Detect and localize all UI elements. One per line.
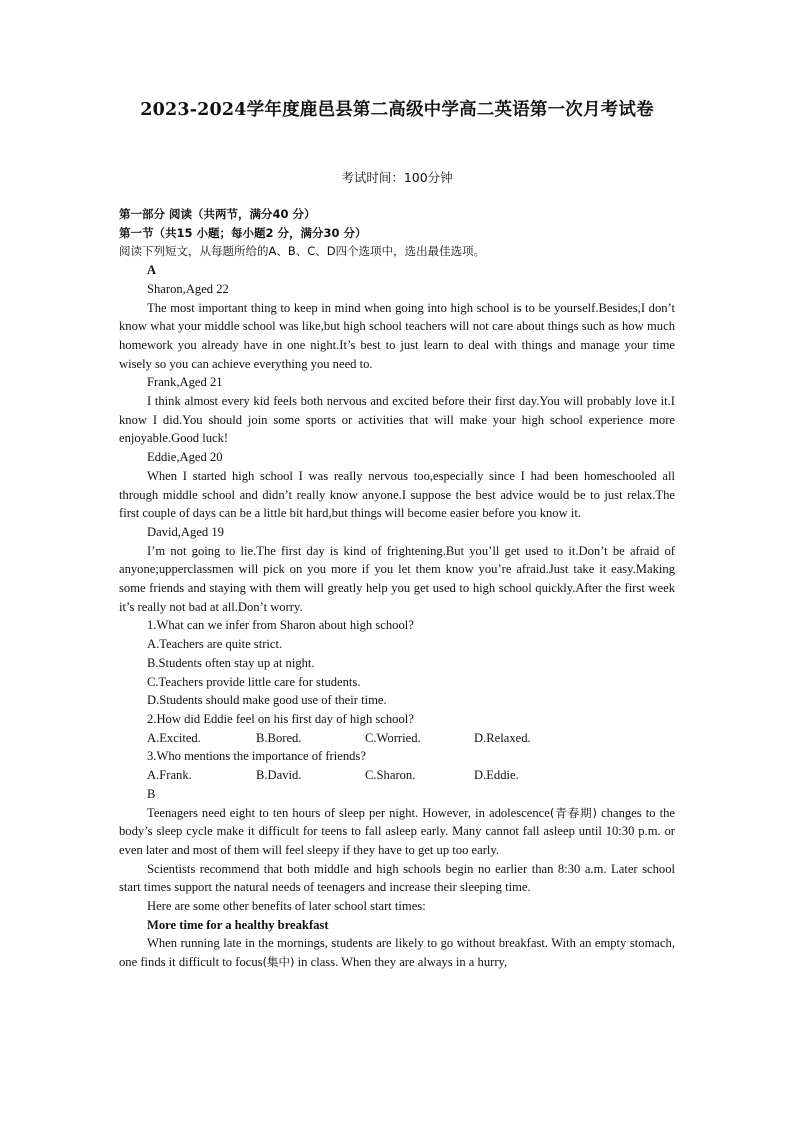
passage-a-label: A <box>147 263 157 278</box>
chinese-gloss: (青春期) <box>549 805 598 820</box>
question-1-stem: 1.What can we infer from Sharon about high school? <box>147 618 414 633</box>
q2-option-b: B.Bored. <box>256 730 302 745</box>
q1-option-c: C.Teachers provide little care for students. <box>147 674 361 689</box>
speaker-name: Sharon,Aged 22 <box>147 281 229 296</box>
text-run: changes to the body’s sleep cycle make it difficult for teens to fall asleep early. Many cannot fall asleep until 10:30 p.m. or even later and most of them will feel sleepy if they have to get up too early. <box>119 805 675 857</box>
q2-options <box>119 729 675 748</box>
passage-b-paragraph-3: Here are some other benefits of later school start times: <box>147 899 426 914</box>
instructions: 阅读下列短文，从每题所给的A、B、C、D四个选项中，选出最佳选项。 <box>119 244 486 259</box>
q3-option-a: A.Frank. <box>147 768 192 783</box>
question-3-stem: 3.Who mentions the importance of friends? <box>147 749 366 764</box>
speaker-text: The most important thing to keep in mind when going into high school is to be yourself.Besides,I don’t know what your middle school was like,but high school teachers will not care about things such as how much homework you already have in one night.It’s best to just learn to deal with things and manage your time wisely so you can achieve everything you need to. <box>119 300 675 371</box>
q2-option-d: D.Relaxed. <box>474 730 531 745</box>
exam-body <box>119 205 675 972</box>
text-run: When running late in the mornings, students are likely to go without breakfast. With an empty stomach, one finds it difficult to focus <box>119 936 675 970</box>
q1-option-a: A.Teachers are quite strict. <box>147 637 283 652</box>
passage-b-paragraph-2: Scientists recommend that both middle and high schools begin no earlier than 8:30 a.m. Later school start times support the natural needs of teenagers and increase their sleeping time. <box>119 861 675 895</box>
q3-option-b: B.David. <box>256 768 302 783</box>
q3-options <box>119 766 675 785</box>
q1-option-d: D.Students should make good use of their time. <box>147 693 387 708</box>
speaker-name: Eddie,Aged 20 <box>147 450 223 465</box>
passage-b-paragraph-1 <box>119 804 675 860</box>
passage-b-label: B <box>147 786 156 801</box>
q2-option-c: C.Worried. <box>365 730 421 745</box>
chinese-gloss: (集中) <box>262 955 295 970</box>
q2-option-a: A.Excited. <box>147 730 201 745</box>
exam-time: 考试时间：100分钟 <box>341 170 453 185</box>
passage-b-subheading: More time for a healthy breakfast <box>147 917 329 932</box>
q3-option-d: D.Eddie. <box>474 768 519 783</box>
question-2-stem: 2.How did Eddie feel on his first day of high school? <box>147 711 414 726</box>
speaker-text: When I started high school I was really nervous too,especially since I had been homeschooled all through middle school and didn’t really know anyone.I suppose the best advice would be to just relax.The first couple of days can be a little bit hard,but things will become easier before you know it. <box>119 468 675 521</box>
q1-option-b: B.Students often stay up at night. <box>147 655 315 670</box>
speaker-text: I’m not going to lie.The first day is kind of frightening.But you’ll get used to it.Don’t be afraid of anyone;upperclassmen will pick on you more if you let them know you’re afraid.Just take it easy.Making some friends and staying with them will greatly help you get used to high school quickly.After the first week it’s really not bad at all.Don’t worry. <box>119 543 675 614</box>
q3-option-c: C.Sharon. <box>365 768 416 783</box>
text-run: in class. When they are always in a hurry, <box>294 955 508 970</box>
passage-b-paragraph-4 <box>119 934 675 971</box>
speaker-text: I think almost every kid feels both nervous and excited before their first day.You will probably love it.I know I did.You should join some sports or activities that will make your high school experience more enjoyable.Good luck! <box>119 394 675 446</box>
section1-heading: 第一节（共15 小题；每小题2 分，满分30 分） <box>119 225 367 240</box>
speaker-name: Frank,Aged 21 <box>147 375 223 390</box>
text-run: Teenagers need eight to ten hours of sleep per night. However, in adolescence <box>147 805 550 820</box>
speaker-name: David,Aged 19 <box>147 524 224 539</box>
part1-heading: 第一部分 阅读（共两节，满分40 分） <box>119 207 316 221</box>
page-title: 2023-2024学年度鹿邑县第二高级中学高二英语第一次月考试卷 <box>140 100 654 120</box>
